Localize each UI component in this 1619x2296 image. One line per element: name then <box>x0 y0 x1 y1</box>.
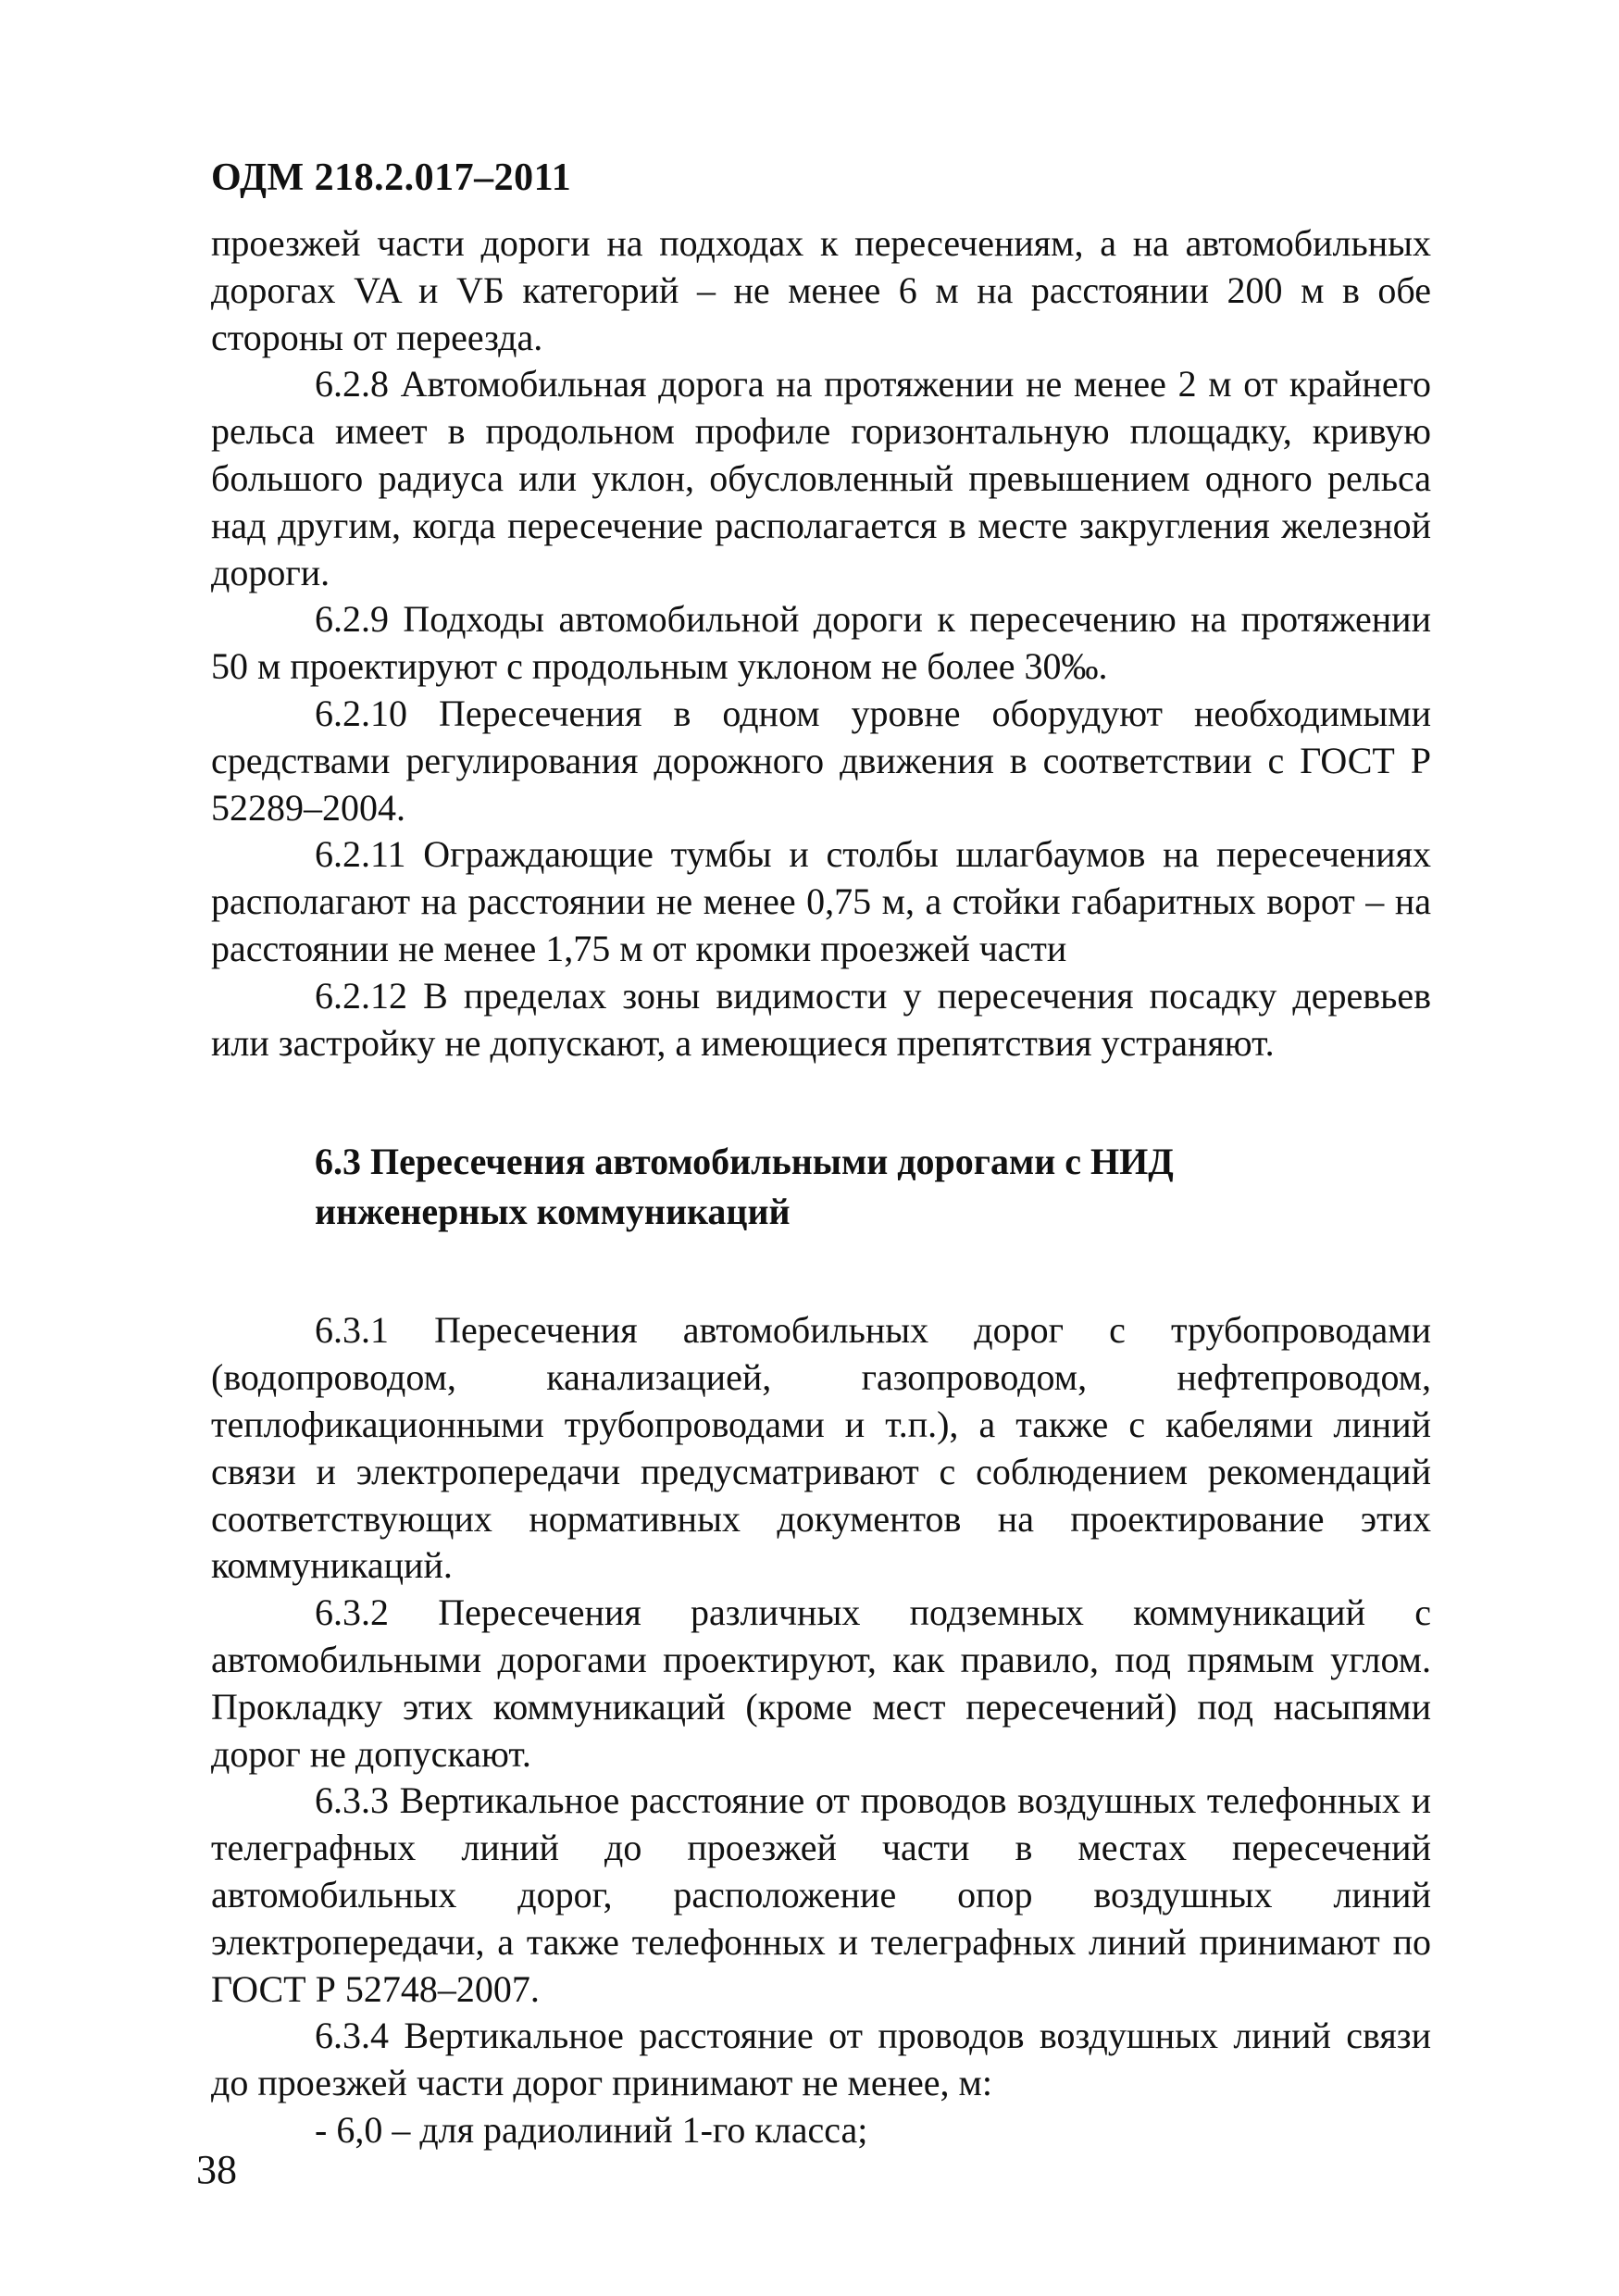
paragraph-6-2-9: 6.2.9 Подходы автомобильной дороги к пересечению на протяжении 50 м проектируют с продольным уклоном не более 30‰. <box>211 598 1431 688</box>
document-code-header: ОДМ 218.2.017–2011 <box>211 156 572 199</box>
section-heading-line-1: 6.3 Пересечения автомобильными дорогами с НИД <box>315 1141 1174 1183</box>
paragraph-6-3-3: 6.3.3 Вертикальное расстояние от проводов воздушных телефонных и телеграфных линий до проезжей части в местах пересечений автомобильных дорог, расположение опор воздушных линий электропередачи, а также телефонных и телеграфных линий принимают по ГОСТ Р 52748–2007. <box>211 1779 1431 2010</box>
document-body <box>211 220 1431 2154</box>
paragraph-continuation: проезжей части дороги на подходах к пересечениям, а на автомобильных дорогах VA и VБ категорий – не менее 6 м на расстоянии 200 м в обе стороны от переезда. <box>211 222 1431 358</box>
section-heading-line-2: инженерных коммуникаций <box>315 1191 791 1233</box>
paragraph-6-3-1: 6.3.1 Пересечения автомобильных дорог с трубопроводами (водопроводом, канализацией, газопроводом, нефтепроводом, теплофикационными трубопроводами и т.п.), а также с кабелями линий связи и электропередачи предусматривают с соблюдением рекомендаций соответствующих нормативных документов на проектирование этих коммуникаций. <box>211 1309 1431 1587</box>
paragraph-6-2-12: 6.2.12 В пределах зоны видимости у пересечения посадку деревьев или застройку не допускают, а имеющиеся препятствия устраняют. <box>211 974 1431 1064</box>
list-item-radio-class-1: - 6,0 – для радиолиний 1-го класса; <box>315 2108 868 2151</box>
paragraph-6-2-8: 6.2.8 Автомобильная дорога на протяжении не менее 2 м от крайнего рельса имеет в продольном профиле горизонтальную площадку, кривую большого радиуса или уклон, обусловленный превышением одного рельса над другим, когда пересечение располагается в месте закругления железной дороги. <box>211 363 1431 593</box>
section-heading-6-3 <box>315 1137 1431 1237</box>
paragraph-6-3-2: 6.3.2 Пересечения различных подземных коммуникаций с автомобильными дорогами проектируют, как правило, под прямым углом. Прокладку этих коммуникаций (кроме мест пересечений) под насыпями дорог не допускают. <box>211 1591 1431 1775</box>
paragraph-6-2-11: 6.2.11 Ограждающие тумбы и столбы шлагбаумов на пересечениях располагают на расстоянии не менее 0,75 м, а стойки габаритных ворот – на расстоянии не менее 1,75 м от кромки проезжей части <box>211 833 1431 969</box>
page-number: 38 <box>196 2147 237 2192</box>
paragraph-6-3-4: 6.3.4 Вертикальное расстояние от проводов воздушных линий связи до проезжей части дорог принимают не менее, м: <box>211 2015 1431 2104</box>
paragraph-6-2-10: 6.2.10 Пересечения в одном уровне оборудуют необходимыми средствами регулирования дорожного движения в соответствии с ГОСТ Р 52289–2004. <box>211 692 1431 829</box>
